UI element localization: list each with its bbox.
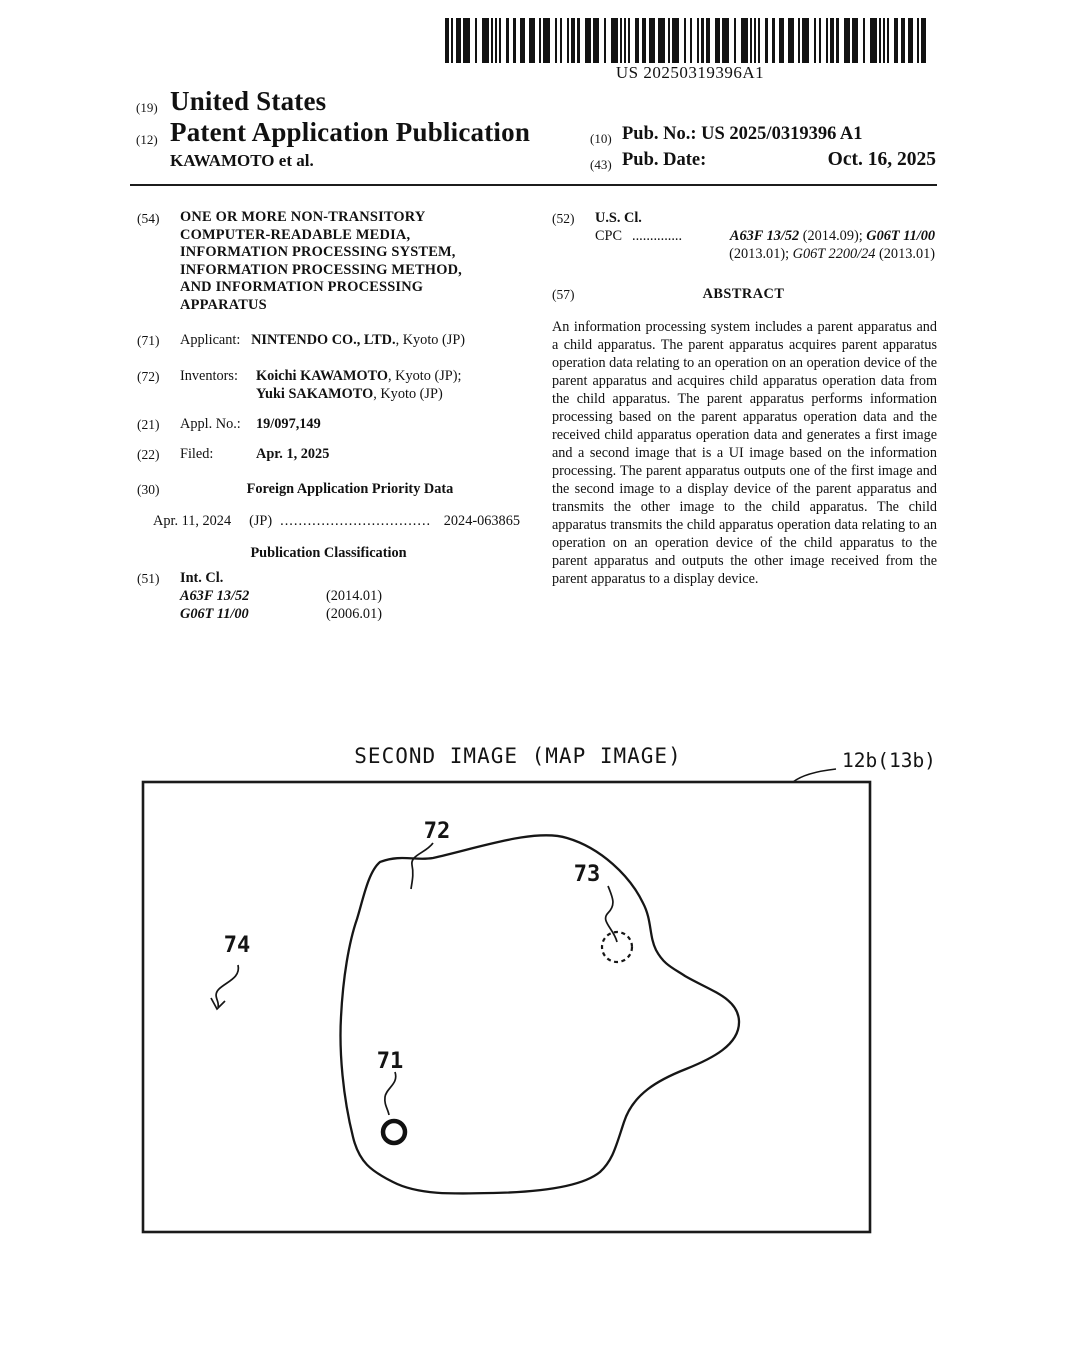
cpc-line-2: (2013.01); G06T 2200/24 (2013.01) — [729, 246, 935, 262]
inid-71: (71) — [137, 333, 160, 348]
pub-no-line — [622, 124, 863, 145]
pub-no-label: Pub. No.: — [622, 124, 697, 144]
figure-label-73: 73 — [573, 862, 601, 887]
dashed-marker-circle — [602, 932, 632, 962]
priority-date: Apr. 11, 2024 — [153, 513, 232, 529]
appl-no-value: 19/097,149 — [256, 416, 321, 432]
priority-value: 2024-063865 — [443, 513, 520, 529]
cpc-dots: .............. — [632, 228, 683, 244]
filed-value: Apr. 1, 2025 — [256, 446, 330, 462]
cpc-line-1: CPC .............. A63F 13/52 (2014.09); G06T 11/00 — [595, 228, 935, 244]
figure-label-74: 74 — [223, 933, 251, 958]
applicant-name: NINTENDO CO., LTD. — [251, 332, 396, 348]
barcode-number: US 20250319396A1 — [615, 63, 765, 82]
cpc-label: CPC — [595, 228, 623, 244]
figure-ref-label: 12b(13b) — [842, 749, 936, 772]
solid-marker-circle — [383, 1121, 405, 1143]
inventor-1: Koichi KAWAMOTO — [256, 368, 388, 384]
applicant-label: Applicant: — [180, 332, 241, 348]
patent-figure — [130, 735, 960, 1255]
inid-19: (19) — [136, 100, 158, 115]
figure-label-72: 72 — [423, 819, 451, 844]
inid-51: (51) — [137, 571, 160, 586]
inid-72: (72) — [137, 369, 160, 384]
leader-71 — [385, 1072, 396, 1115]
appl-no-label: Appl. No.: — [180, 416, 241, 432]
inventor-2: Yuki SAKAMOTO — [256, 385, 374, 402]
priority-dots: ................................. — [280, 513, 432, 529]
barcode — [445, 18, 935, 63]
leader-73 — [606, 886, 617, 942]
inid-52: (52) — [552, 211, 575, 226]
priority-title: Foreign Application Priority Data — [246, 481, 454, 497]
pub-date-label: Pub. Date: — [622, 150, 707, 170]
inventors-lines: Koichi KAWAMOTO, Kyoto (JP); Yuki SAKAMOTO, Kyoto (JP) — [256, 368, 462, 402]
inid-12: (12) — [136, 132, 158, 147]
invention-title: ONE OR MORE NON-TRANSITORY COMPUTER-READABLE MEDIA, INFORMATION PROCESSING SYSTEM, INFORMATION PROCESSING METHOD, AND INFORMATION PROCESSING APPARATUS — [180, 209, 462, 313]
pub-date-value: Oct. 16, 2025 — [827, 149, 936, 170]
doc-type-title: Patent Application Publication — [170, 117, 531, 147]
header-rule — [130, 184, 937, 186]
inid-30: (30) — [137, 482, 160, 497]
figure-box — [143, 782, 870, 1232]
intcl-year-1: (2014.01) — [326, 588, 382, 604]
applicant-line: Applicant: NINTENDO CO., LTD., Kyoto (JP) — [180, 332, 466, 348]
abstract-text: An information processing system includes a parent apparatus and a child apparatus. The parent apparatus acquires parent apparatus operation data relating to an operation on an operation device of the parent apparatus and acquires child apparatus operation data from the child apparatus. The parent apparatus performs information processing based on the parent apparatus operation data and the received child apparatus operation data and generates a first image and a second image that is a UI image based on the information processing. The parent apparatus outputs one of the first image and the second image to a display device of the parent apparatus and transmits the other image to the child apparatus. The child apparatus transmits the child apparatus operation data relating to an operation on an operation device of the child apparatus to the parent apparatus and outputs the other image received from the parent apparatus to a display device. — [552, 319, 937, 587]
leader-72 — [411, 843, 433, 889]
inventors-label: Inventors: — [180, 368, 238, 384]
inid-54: (54) — [137, 211, 160, 226]
barcode-block — [445, 18, 935, 83]
inid-10: (10) — [590, 131, 612, 146]
intcl-code-2: G06T 11/00 — [180, 606, 249, 622]
priority-country: (JP) — [249, 513, 273, 529]
leader-74 — [216, 965, 238, 1007]
intcl-code-1: A63F 13/52 — [180, 588, 250, 604]
authors: KAWAMOTO et al. — [170, 151, 314, 170]
uscl-label: U.S. Cl. — [595, 210, 642, 226]
figure-label-71: 71 — [376, 1049, 404, 1074]
intcl-label: Int. Cl. — [180, 570, 224, 586]
ref-leader-line — [793, 769, 836, 782]
pub-no-value: US 2025/0319396 A1 — [701, 124, 863, 144]
inid-43: (43) — [590, 157, 612, 172]
inid-21: (21) — [137, 417, 160, 432]
filed-label: Filed: — [180, 446, 214, 462]
priority-data-line — [153, 513, 520, 531]
abstract-title: ABSTRACT — [702, 286, 785, 302]
pub-class-title: Publication Classification — [250, 545, 407, 561]
inid-57: (57) — [552, 287, 575, 302]
country-title: United States — [170, 86, 327, 116]
figure-title: SECOND IMAGE (MAP IMAGE) — [354, 744, 682, 768]
inid-22: (22) — [137, 447, 160, 462]
intcl-year-2: (2006.01) — [326, 606, 382, 622]
